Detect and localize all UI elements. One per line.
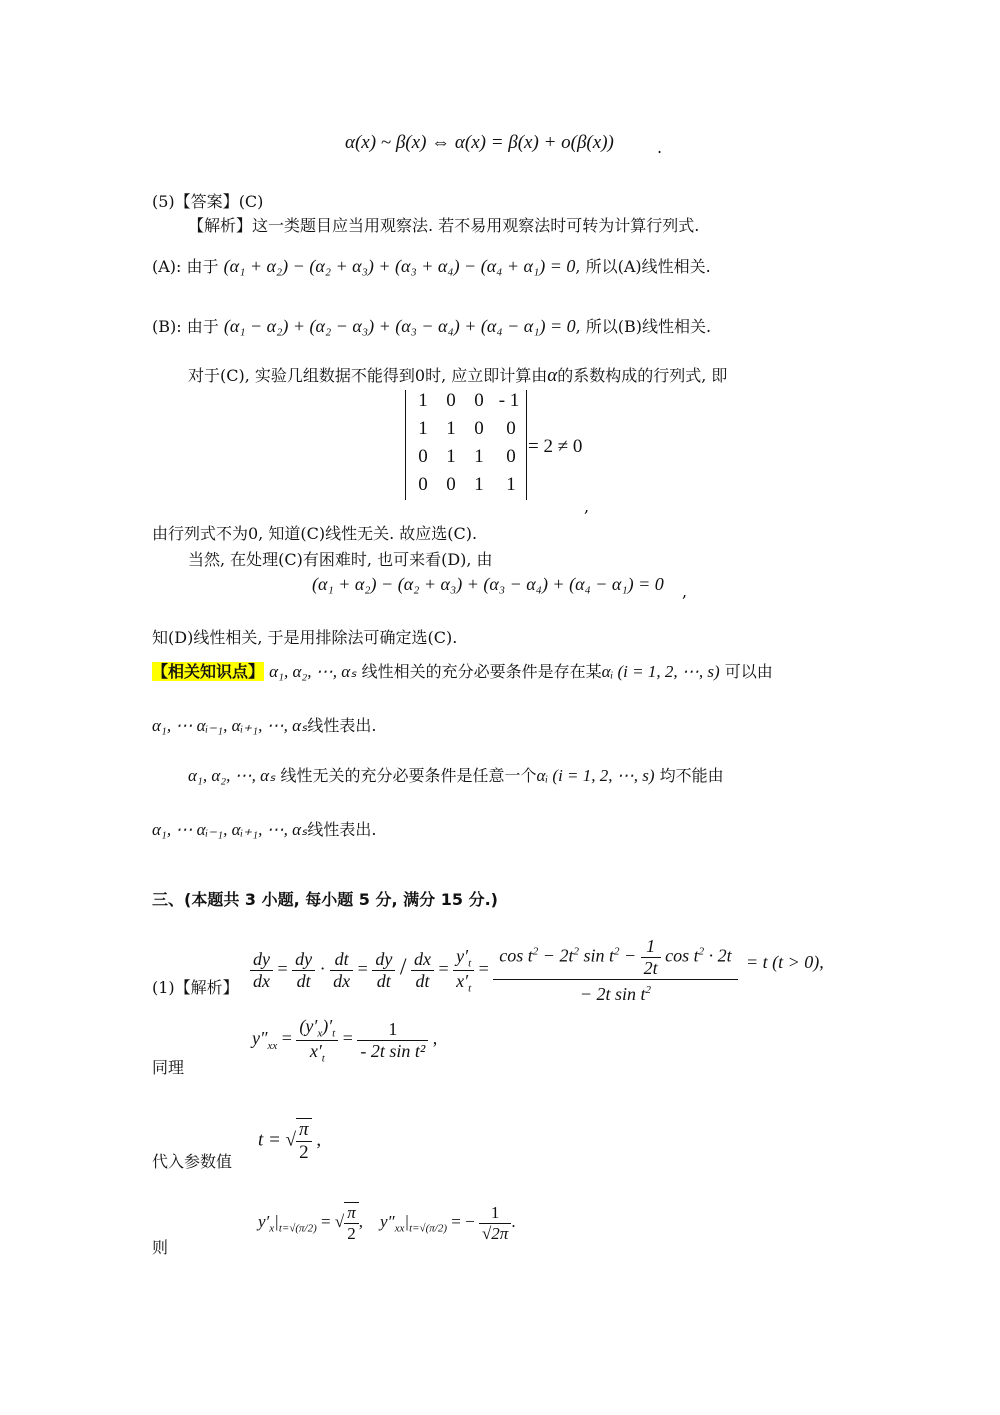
k1-tail: 可以由 (724, 662, 773, 681)
equivalence-formula: α(x) ~ β(x) ⇔ α(x) = β(x) + o(β(x)) (345, 132, 614, 153)
frac-yt-xt: $\frac{y'_t}{x'_t}$ (453, 946, 474, 994)
sqrt-pi-over-2: √ $\frac{\pi}{2}$ (286, 1118, 312, 1164)
frac-dy-dt: $\frac{dy}{dt}$ (292, 949, 315, 992)
frac-one-sqrt-2pi: $\frac{1}{√2\pi}$ (479, 1203, 511, 1244)
matrix-cell: 1 (506, 474, 516, 495)
option-a-prefix: (A): 由于 (152, 257, 219, 276)
frac-one-over: $\frac{1}{\text{- 2t sin t²}}$ (357, 1019, 428, 1062)
k2-vectors: α₁, α₂, ⋯, αₛ (188, 766, 276, 785)
sub-label: 代入参数值 (152, 1152, 233, 1171)
k2-text: 线性无关的充分必要条件是任意一个 (280, 766, 537, 785)
second-derivative-formula: $y''_{xx}$ = $\frac{(y'_x)'_t}{x'_t}$ = $\frac{1}{\text{- 2t sin t²}}$ , (252, 1016, 438, 1065)
knowledge-label: 【相关知识点】 (152, 662, 265, 681)
matrix-cell: - 1 (498, 390, 520, 411)
option-c-line (188, 366, 727, 386)
p1-result: = t (t > 0), (746, 952, 824, 972)
d-comma: , (682, 582, 688, 601)
option-b-prefix: (B): 由于 (152, 317, 219, 336)
det-result: = 2 ≠ 0 (528, 436, 583, 457)
d-formula: (α₁ + α₂) − (α₂ + α₃) + (α₃ − α₄) + (α₄ − α₁) = 0 (312, 574, 664, 594)
matrix-cell: 0 (418, 474, 428, 495)
k2-condition: αᵢ (i = 1, 2, ⋯, s) (536, 766, 655, 785)
c-conclusion: 由行列式不为0, 知道(C)线性无关. 故应选(C). (152, 524, 478, 543)
k1-line2-text: 线性表出. (307, 716, 377, 735)
frac-yx-xt: $\frac{(y'_x)'_t}{x'_t}$ (296, 1016, 338, 1064)
section-3-heading: 三、(本题共 3 小题, 每小题 5 分, 满分 15 分.) (152, 890, 498, 909)
matrix-cell: 1 (446, 418, 456, 439)
then-label: 则 (152, 1238, 169, 1257)
analysis-text: 这一类题目应当用观察法. 若不易用观察法时可转为计算行列式. (252, 216, 700, 235)
matrix-cell: 0 (506, 446, 516, 467)
k2-line2-vectors: α₁, ⋯ αᵢ₋₁, αᵢ₊₁, ⋯, αₛ (152, 820, 308, 839)
big-fraction: $\cos t^2 - 2t^2$ $\sin t^2$ − $\frac{1}{2t}$ $\cos t^2 \cdot 2t$ − 2t $\sin t^2$ (493, 936, 737, 1005)
k2-line2-text: 线性表出. (307, 820, 377, 839)
matrix-cell: 0 (474, 418, 484, 439)
k1-condition: αᵢ (i = 1, 2, ⋯, s) (601, 662, 720, 681)
knowledge-line-2 (152, 716, 376, 736)
d-text: 当然, 在处理(C)有困难时, 也可来看(D), 由 (188, 550, 493, 569)
k2-tail: 均不能由 (659, 766, 724, 785)
matrix-cell: 0 (446, 390, 456, 411)
option-b-suffix: , 所以(B)线性相关. (575, 317, 712, 336)
frac-dt-dx: $\frac{dt}{dx}$ (330, 949, 353, 992)
p1-label: (1)【解析】 (152, 978, 239, 997)
option-c-text-2: 的系数构成的行列式, 即 (557, 366, 728, 385)
option-b-formula: (α₁ − α₂) + (α₂ − α₃) + (α₃ − α₄) + (α₄ − α₁) = 0 (223, 316, 576, 336)
frac-dy-dx: $\frac{dy}{dx}$ (250, 949, 273, 992)
q5-answer-line (152, 192, 263, 212)
option-a-line (152, 256, 711, 277)
k1-vectors: α₁, α₂, ⋯, αₛ (269, 662, 357, 681)
knowledge-line-1 (152, 662, 773, 682)
matrix-cell: 1 (418, 390, 428, 411)
k1-text: 线性相关的充分必要条件是存在某 (361, 662, 602, 681)
k1-line2-vectors: α₁, ⋯ αᵢ₋₁, αᵢ₊₁, ⋯, αₛ (152, 716, 308, 735)
analysis-label: 【解析】 (188, 216, 253, 235)
matrix-cell: 1 (474, 474, 484, 495)
knowledge-line-4 (152, 820, 376, 840)
matrix-cell: 0 (474, 390, 484, 411)
matrix-cell: 0 (418, 446, 428, 467)
matrix-cell: 0 (446, 474, 456, 495)
period: . (657, 138, 663, 157)
frac-dx-dt: $\frac{dx}{dt}$ (411, 949, 434, 992)
determinant (405, 390, 527, 500)
t-value-formula: t = √ $\frac{\pi}{2}$ , (258, 1119, 322, 1163)
frac-dy-dt-2: $\frac{dy}{dt}$ (372, 949, 395, 992)
analysis-line (188, 216, 699, 236)
knowledge-line-3 (188, 766, 724, 786)
option-a-formula: (α₁ + α₂) − (α₂ + α₃) + (α₃ + α₄) − (α₄ + α₁) = 0 (223, 256, 576, 276)
answer-label: 【答案】 (174, 192, 239, 211)
q5-prefix: (5) (152, 192, 175, 211)
matrix-cell: 0 (506, 418, 516, 439)
derivative-formula: $\frac{dy}{dx}$ = $\frac{dy}{dt}$ · $\frac{dt}{dx}$ = $\frac{dy}{dt}$ / $\frac{dx}{dt}$ = $\frac{y'_t}{x'_t}$ = $\cos t^2 - 2t^2$ $\sin t^2$ − $\frac{1}{2t}$ $\cos t^2 \cdot 2t$ − 2t $\sin t^2$ (250, 936, 738, 1005)
answer-value: (C) (238, 192, 264, 211)
matrix-cell: 1 (418, 418, 428, 439)
option-c-text-1: 对于(C), 实验几组数据不能得到0时, 应立即计算由 (188, 366, 548, 385)
det-comma: , (584, 497, 590, 516)
option-a-suffix: , 所以(A)线性相关. (575, 257, 711, 276)
evaluated-formula: $y'_x|_{t=√(\pi/2)}$ = √ $\frac{\pi}{2}$ , $y''_{xx}|_{t=√(\pi/2)}$ = − $\frac{1}{√2\pi}$ . (258, 1202, 516, 1243)
alpha-symbol: α (547, 365, 558, 386)
option-b-line (152, 316, 711, 337)
matrix-cell: 1 (446, 446, 456, 467)
d-conclusion: 知(D)线性相关, 于是用排除法可确定选(C). (152, 628, 458, 647)
same-label: 同理 (152, 1058, 185, 1077)
t-eq: t = (258, 1129, 281, 1151)
matrix-cell: 1 (474, 446, 484, 467)
